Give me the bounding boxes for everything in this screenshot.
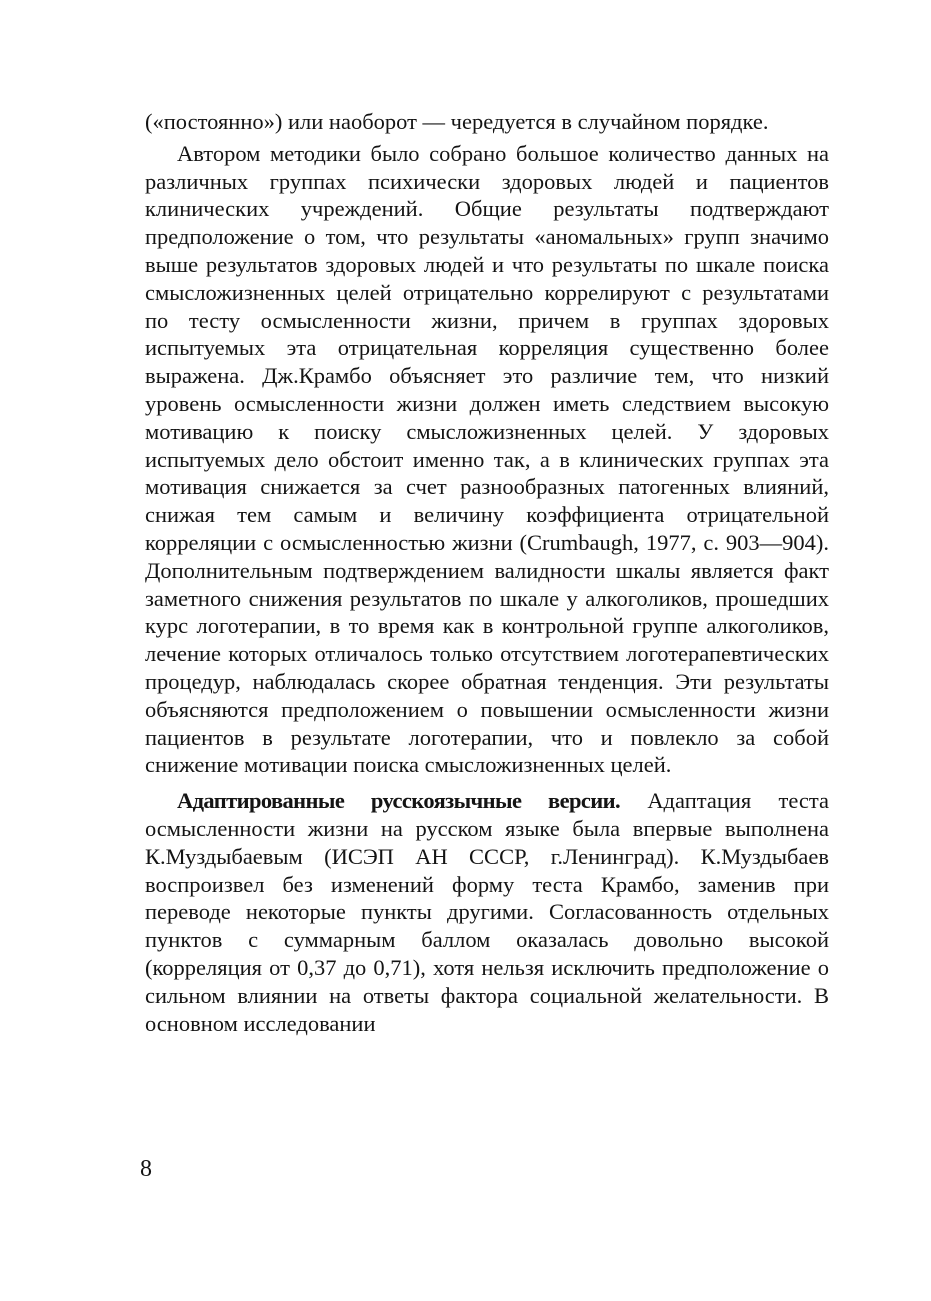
- page-number: 8: [140, 1156, 152, 1182]
- paragraph-adaptation-body: Адаптация теста осмысленности жизни на русском языке была впервые выполнена К.Муздыбаевым (ИСЭП АН СССР, г.Ленинград). К.Муздыбаев воспроизвел без изменений форму теста Крамбо, заменив при переводе некоторые пункты другими. Согласованность отдельных пунктов с суммарным баллом оказалась довольно высокой (корреляция от 0,37 до 0,71), хотя нельзя исключить предположение о сильном влиянии на ответы фактора социальной желательности. В основном исследовании: [145, 788, 830, 1036]
- body-text: [145, 108, 829, 1037]
- paragraph-research-results: Автором методики было собрано большое количество данных на различных группах психически здоровых людей и пациентов клинических учреждений. Общие результаты подтверждают предположение о том, что результаты «аномальных» групп значимо выше результатов здоровых людей и что результаты по шкале поиска смысложизненных целей отрицательно коррелируют с результатами по тесту осмысленности жизни, причем в группах здоровых испытуемых эта отрицательная корреляция существенно более выражена. Дж.Крамбо объясняет это различие тем, что низкий уровень осмысленности жизни должен иметь следствием высокую мотивацию к поиску смысложизненных целей. У здоровых испытуемых дело обстоит именно так, а в клинических группах эта мотивация снижается за счет разнообразных патогенных влияний, снижая тем самым и величину коэффициента отрицательной корреляции с осмысленностью жизни (Crumbaugh, 1977, с. 903—904). Дополнительным подтверждением валидности шкалы является факт заметного снижения результатов по шкале у алкоголиков, прошедших курс логотерапии, в то время как в контрольной группе алкоголиков, лечение которых отличалось только отсутствием логотерапевтических процедур, наблюдалась скорее обратная тенденция. Эти результаты объясняются предположением о повышении осмысленности жизни пациентов в результате логотерапии, что и повлекло за собой снижение мотивации поиска смысложизненных целей.: [145, 140, 829, 778]
- section-run-in-heading: Адаптированные русскоязычные версии.: [177, 788, 621, 814]
- paragraph-continuation: («постоянно») или наоборот — чередуется в случайном порядке.: [145, 109, 769, 134]
- paragraph-adaptation: [145, 787, 829, 1037]
